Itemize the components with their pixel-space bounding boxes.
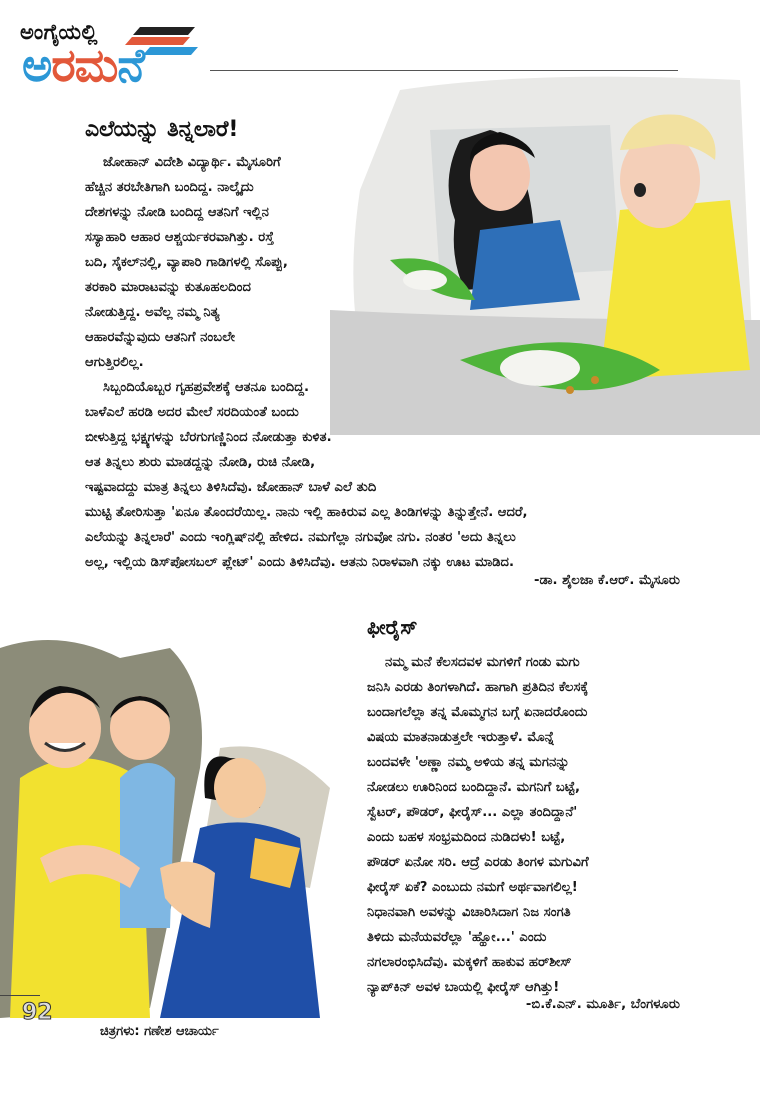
page-number: 92 [22, 1000, 53, 1025]
story1-title: ಎಲೆಯನ್ನು ತಿನ್ನಲಾರೆ! [85, 117, 239, 142]
masthead-logo [22, 38, 144, 92]
story1-line: ಬೀಳುತ್ತಿದ್ದ ಭಕ್ಷ್ಯಗಳನ್ನು ಬೆರಗುಗಣ್ಣಿನಿಂದ ನೋಡುತ್ತಾ ಕುಳಿತ. [85, 430, 332, 445]
story1-line: ಹೆಚ್ಚಿನ ತರಬೇತಿಗಾಗಿ ಬಂದಿದ್ದ. ನಾಲ್ಕೈದು [85, 180, 254, 195]
story1-line: ಇಷ್ಟವಾದದ್ದು ಮಾತ್ರ ತಿನ್ನಲು ತಿಳಿಸಿದೆವು. ಜೋಹಾನ್ ಬಾಳೆ ಎಲೆ ತುದಿ [85, 480, 377, 495]
story2-line: ನೋಡಲು ಊರಿನಿಂದ ಬಂದಿದ್ದಾನೆ. ಮಗನಿಗೆ ಬಟ್ಟೆ, [367, 780, 580, 795]
story2-line: ಜನಿಸಿ ಎರಡು ತಿಂಗಳಾಗಿದೆ. ಹಾಗಾಗಿ ಪ್ರತಿದಿನ ಕೆಲಸಕ್ಕೆ [367, 680, 589, 695]
story1-line: ಎಲೆಯನ್ನು ತಿನ್ನಲಾರೆ' ಎಂದು ಇಂಗ್ಲಿಷ್‌ನಲ್ಲಿ ಹೇಳಿದ. ನಮಗೆಲ್ಲಾ ನಗುವೋ ನಗು. ನಂತರ 'ಅದು ತಿನ್ನಲು [85, 530, 516, 545]
footer-rule [0, 995, 40, 996]
story2-line: ಫೀರೈಸ್ ಏಕೆ? ಎಂಬುದು ನಮಗೆ ಅರ್ಥವಾಗಲಿಲ್ಲ! [367, 880, 578, 895]
story2-line: ನ್ಯಾಪ್‌ಕಿನ್ ಅವಳ ಬಾಯಲ್ಲಿ ಫೀರೈಸ್ ಆಗಿತ್ತು! [367, 980, 560, 995]
story1-line: ಅಲ್ಲ, ಇಲ್ಲಿಯ ಡಿಸ್‌ಪೋಸಬಲ್ ಪ್ಲೇಟ್' ಎಂದು ತಿಳಿಸಿದೆವು. ಆತನು ನಿರಾಳವಾಗಿ ನಕ್ಕು ಊಟ ಮಾಡಿದ. [85, 555, 515, 570]
illustration-credit: ಚಿತ್ರಗಳು: ಗಣೇಶ ಆಚಾರ್ಯ [100, 1024, 219, 1039]
story1-line: ಆತ ತಿನ್ನಲು ಶುರು ಮಾಡದ್ದನ್ನು ನೋಡಿ, ರುಚಿ ನೋಡಿ, [85, 455, 316, 470]
story2-line: ಸ್ವೆಟರ್, ಪೌಡರ್, ಫೀರೈಸ್... ಎಲ್ಲಾ ತಂದಿದ್ದಾನೆ' [367, 805, 578, 820]
story2-line: ಬಂದವಳೇ 'ಅಣ್ಣಾ ನಮ್ಮ ಅಳಿಯ ತನ್ನ ಮಗನನ್ನು [367, 755, 570, 770]
story1-body-wide [85, 500, 685, 575]
story1-byline: -ಡಾ. ಶೈಲಜಾ ಕೆ.ಆರ್. ಮೈಸೂರು [534, 573, 680, 588]
story2-title: ಫೀರೈಸ್ [367, 615, 418, 639]
story1-line: ಬದಿ, ಸೈಕಲ್‌ನಲ್ಲಿ, ವ್ಯಾಪಾರಿ ಗಾಡಿಗಳಲ್ಲಿ ಸೊಪ್ಪು, [85, 255, 288, 270]
story2-byline: -ಬಿ.ಕೆ.ಎನ್. ಮೂರ್ತಿ, ಬೆಂಗಳೂರು [525, 997, 680, 1012]
story1-line: ಆಗುತ್ತಿರಲಿಲ್ಲ. [85, 355, 144, 370]
story1-line: ಸಿಬ್ಬಂದಿಯೊಬ್ಬರ ಗೃಹಪ್ರವೇಶಕ್ಕೆ ಆತನೂ ಬಂದಿದ್ದ. [103, 380, 310, 395]
story2-line: ಪೌಡರ್ ಏನೋ ಸರಿ. ಆದ್ರೆ ಎರಡು ತಿಂಗಳ ಮಗುವಿಗೆ [367, 855, 589, 870]
story1-line: ನೋಡುತ್ತಿದ್ದ. ಅವೆಲ್ಲ ನಮ್ಮ ನಿತ್ಯ [85, 305, 220, 320]
story1-body-narrow [85, 150, 425, 500]
story1-line: ಸಸ್ಯಾಹಾರಿ ಆಹಾರ ಆಶ್ಚರ್ಯಕರವಾಗಿತ್ತು. ರಸ್ತೆ [85, 230, 274, 245]
logo-part-1: ಅ [22, 38, 52, 92]
story2-line: ನಗಲಾರಂಭಿಸಿದೆವು. ಮಕ್ಕಳಿಗೆ ಹಾಕುವ ಹರ್‌ಶೀಸ್ [367, 955, 572, 970]
logo-part-2: ರಮ [51, 38, 118, 92]
story1-line: ಜೋಹಾನ್ ವಿದೇಶಿ ವಿದ್ಯಾರ್ಥಿ. ಮೈಸೂರಿಗೆ [103, 155, 281, 170]
story2-line: ನಮ್ಮ ಮನೆ ಕೆಲಸದವಳ ಮಗಳಿಗೆ ಗಂಡು ಮಗು [385, 655, 580, 670]
logo-part-3: ನೆ [117, 38, 144, 92]
story1-line: ಆಹಾರವೆನ್ನುವುದು ಆತನಿಗೆ ನಂಬಲೇ [85, 330, 236, 345]
story1-line: ಬಾಳೆಎಲೆ ಹರಡಿ ಅದರ ಮೇಲೆ ಸರದಿಯಂತೆ ಬಂದು [85, 405, 299, 420]
story2-body [367, 650, 697, 1000]
story2-line: ವಿಷಯ ಮಾತನಾಡುತ್ತಲೇ ಇರುತ್ತಾಳೆ. ಮೊನ್ನೆ [367, 730, 555, 745]
story2-line: ಎಂದು ಬಹಳ ಸಂಭ್ರಮದಿಂದ ನುಡಿದಳು! ಬಟ್ಟೆ, [367, 830, 566, 845]
masthead-tagline: ಅಂಗೈಯಲ್ಲಿ [20, 20, 98, 44]
story2-line: ತಿಳಿದು ಮನೆಯವರೆಲ್ಲಾ 'ಹ್ಹೋ...' ಎಂದು [367, 930, 547, 945]
family-illustration [0, 628, 350, 1023]
story1-line: ಮುಟ್ಟಿ ತೋರಿಸುತ್ತಾ 'ಏನೂ ತೊಂದರೆಯಿಲ್ಲ. ನಾನು ಇಲ್ಲಿ ಹಾಕಿರುವ ಎಲ್ಲ ತಿಂಡಿಗಳನ್ನು ತಿನ್ನುತ್ತೇನೆ. ಆದರೆ, [85, 505, 528, 520]
story2-line: ನಿಧಾನವಾಗಿ ಅವಳನ್ನು ವಿಚಾರಿಸಿದಾಗ ನಿಜ ಸಂಗತಿ [367, 905, 571, 920]
story2-line: ಬಂದಾಗಲೆಲ್ಲಾ ತನ್ನ ಮೊಮ್ಮಗನ ಬಗ್ಗೆ ಏನಾದರೊಂದು [367, 705, 588, 720]
story1-line: ದೇಶಗಳನ್ನು ನೋಡಿ ಬಂದಿದ್ದ ಆತನಿಗೆ ಇಲ್ಲಿನ [85, 205, 269, 220]
story1-line: ತರಕಾರಿ ಮಾರಾಟವನ್ನು ಕುತೂಹಲದಿಂದ [85, 280, 252, 295]
